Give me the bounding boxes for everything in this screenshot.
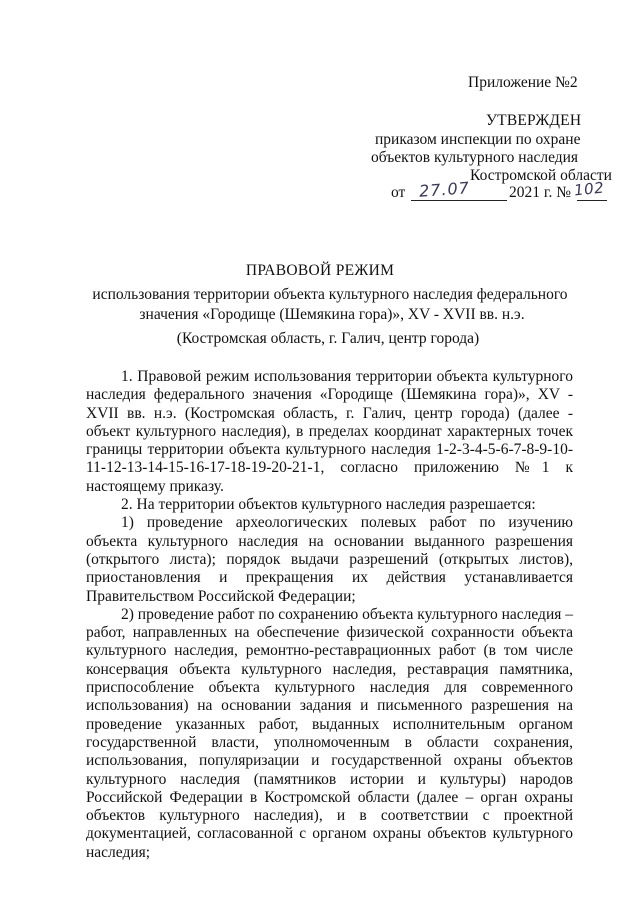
paragraph: 2. На территории объектов культурного наследия разрешается:: [121, 496, 536, 514]
document-body: [86, 368, 573, 862]
approved-heading: УТВЕРЖДЕН: [486, 112, 582, 129]
order-year-number-label: 2021 г. №: [509, 184, 572, 201]
paragraph: 1. Правовой режим использования территории объекта культурного наследия федерального значения «Городище (Шемякина гора)», XV - XVII вв. н.э. (Костромская область, г. Галич, центр города) (далее - объект культурного наследия), в пределах координат характерных точек границы территории объекта культурного наследия 1-2-3-4-5-6-7-8-9-10-11-12-13-14-15-16-17-18-19-20-21-1, согласно приложению №1 к настоящему приказу.: [86, 368, 573, 495]
paragraph: 2) проведение работ по сохранению объекта культурного наследия – работ, направленных на обеспечение физической сохранности объекта культурного наследия, ремонтно-реставрационных работ (в том числе консервация объекта культурного наследия, реставрация памятника, приспособление объекта культурного наследия для современного использования) на основании задания и письменного разрешения на проведение указанных работ, выданных исполнительным органом государственной власти, уполномоченным в области сохранения, использования, популяризации и государственной охраны объектов культурного наследия (памятников истории и культуры) народов Российской Федерации в Костромской области (далее – орган охраны объектов культурного наследия), и в соответствии с проектной документацией, согласованной с органом охраны объектов культурного наследия;: [86, 605, 573, 861]
approval-line: приказом инспекции по охране: [375, 131, 581, 148]
subtitle-line: (Костромская область, г. Галич, центр города): [176, 330, 480, 347]
appendix-label: Приложение №2: [468, 74, 578, 91]
date-prefix: от: [391, 184, 406, 201]
document-title: ПРАВОВОЙ РЕЖИМ: [245, 262, 395, 279]
subtitle-line: значения «Городище (Шемякина гора)», XV - XVII вв. н.э.: [139, 306, 525, 323]
approval-line: объектов культурного наследия: [371, 149, 579, 166]
approval-line: Костромской области: [470, 167, 612, 184]
subtitle-line: использования территории объекта культурного наследия федерального: [92, 286, 568, 303]
number-blank-underline: [577, 200, 607, 201]
paragraph: 1) проведение археологических полевых работ по изучению объекта культурного наследия на основании выданного разрешения (открытого листа); порядок выдачи разрешений (открытых листов), приостановления и прекращения их действия устанавливается Правительством Российской Федерации;: [86, 514, 573, 605]
handwritten-date: 27.07: [418, 178, 471, 201]
order-date-line: [391, 178, 611, 206]
handwritten-order-number: 102: [573, 178, 605, 200]
